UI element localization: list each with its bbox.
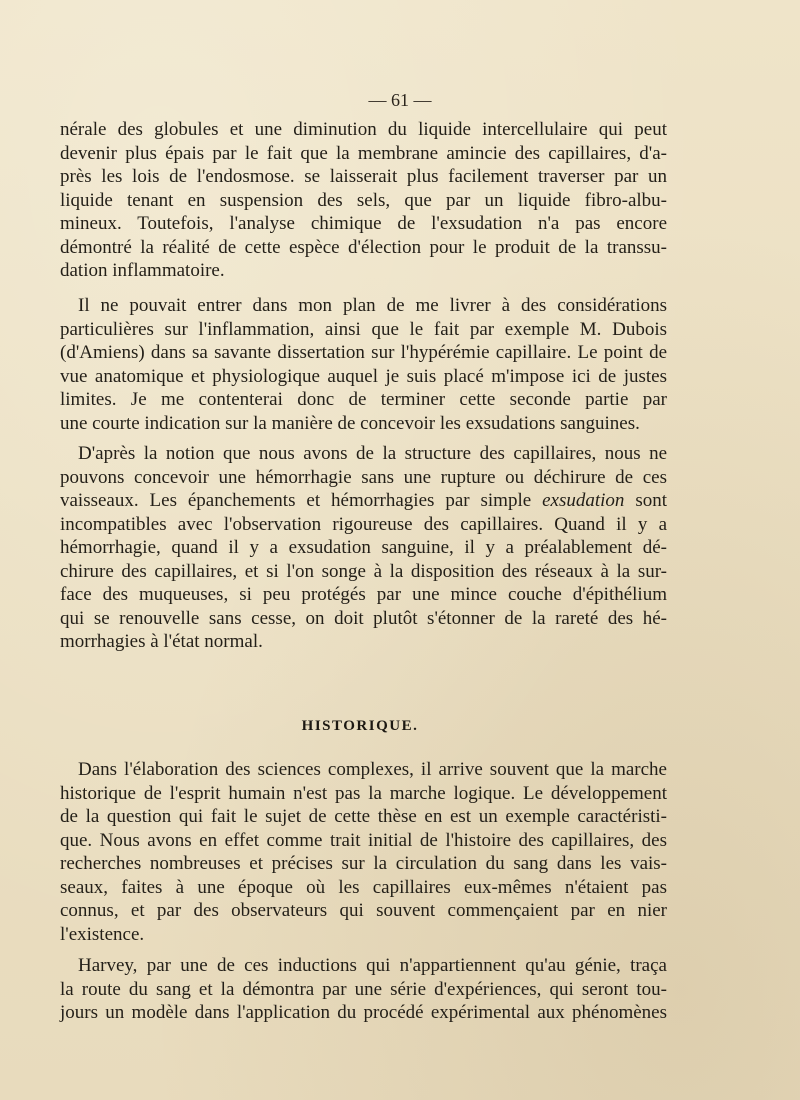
section-heading: HISTORIQUE. — [301, 718, 419, 734]
text-line: mineux. Toutefois, l'analyse chimique de l'exsudation n'a pas encore — [60, 213, 667, 234]
text-line: morrhagies à l'état normal. — [60, 631, 263, 652]
text-line: devenir plus épais par le fait que la membrane amincie des capillaires, d'a- — [60, 142, 667, 164]
text-line: une courte indication sur la manière de concevoir les exsudations sanguines. — [60, 412, 640, 434]
text-line: limites. Je me contenterai donc de terminer cette seconde partie par — [60, 389, 667, 410]
paragraph-3 — [60, 442, 667, 654]
paragraph-5 — [60, 954, 667, 1025]
text-line: que. Nous avons en effet comme trait initial de l'histoire des capillaires, des — [60, 829, 667, 851]
paragraph-2 — [60, 294, 667, 435]
text-line: hémorrhagie, quand il y a exsudation sanguine, il y a préalablement dé- — [60, 537, 667, 558]
text-line: face des muqueuses, si peu protégés par une mince couche d'épithélium — [60, 584, 667, 605]
text-line: Dans l'élaboration des sciences complexes, il arrive souvent que la marche — [78, 759, 667, 780]
text-line: dation inflammatoire. — [60, 260, 225, 281]
text-line: vue anatomique et physiologique auquel je suis placé m'impose ici de justes — [60, 365, 667, 387]
text-line: connus, et par des observateurs qui souvent commençaient par en nier — [60, 900, 667, 921]
text-line: particulières sur l'inflammation, ainsi que le fait par exemple M. Dubois — [60, 318, 667, 340]
text-line: historique de l'esprit humain n'est pas la marche logique. Le développement — [60, 782, 667, 804]
text-line: démontré la réalité de cette espèce d'élection pour le produit de la transsu- — [60, 236, 667, 258]
page-number: — 61 — — [368, 90, 432, 110]
text-line: près les lois de l'endosmose. se laisserait plus facilement traverser par un — [60, 166, 667, 187]
text-line: jours un modèle dans l'application du procédé expérimental aux phénomènes — [60, 1002, 667, 1023]
text-line: D'après la notion que nous avons de la structure des capillaires, nous ne — [78, 443, 667, 464]
paragraph-1 — [60, 118, 667, 283]
text-line-with-italic — [60, 489, 667, 513]
text-line: liquide tenant en suspension des sels, que par un liquide fibro-albu- — [60, 189, 667, 211]
text-line: chirure des capillaires, et si l'on songe à la disposition des réseaux à la sur- — [60, 560, 667, 582]
text-line: de la question qui fait le sujet de cette thèse en est un exemple caractéristi- — [60, 806, 667, 827]
text-line: Il ne pouvait entrer dans mon plan de me livrer à des considérations — [78, 295, 667, 316]
text-run: sont — [624, 490, 667, 511]
text-line: nérale des globules et une diminution du liquide intercellulaire qui peut — [60, 119, 667, 140]
text-line: (d'Amiens) dans sa savante dissertation sur l'hypérémie capillaire. Le point de — [60, 342, 667, 363]
text-line: qui se renouvelle sans cesse, on doit plutôt s'étonner de la rareté des hé- — [60, 607, 667, 629]
text-line: la route du sang et la démontra par une série d'expériences, qui seront tou- — [60, 978, 667, 1000]
text-line: recherches nombreuses et précises sur la circulation du sang dans les vais- — [60, 853, 667, 874]
text-line: incompatibles avec l'observation rigoureuse des capillaires. Quand il y a — [60, 513, 667, 535]
paragraph-4 — [60, 758, 667, 946]
text-line: l'existence. — [60, 923, 145, 945]
italic-word: exsudation — [542, 490, 625, 511]
text-line: Harvey, par une de ces inductions qui n'appartiennent qu'au génie, traça — [78, 955, 667, 976]
text-line: seaux, faites à une époque où les capillaires eux-mêmes n'étaient pas — [60, 876, 667, 898]
text-line: pouvons concevoir une hémorrhagie sans une rupture ou déchirure de ces — [60, 466, 667, 488]
text-run: vaisseaux. Les épanchements et hémorrhagies par simple — [60, 490, 543, 511]
